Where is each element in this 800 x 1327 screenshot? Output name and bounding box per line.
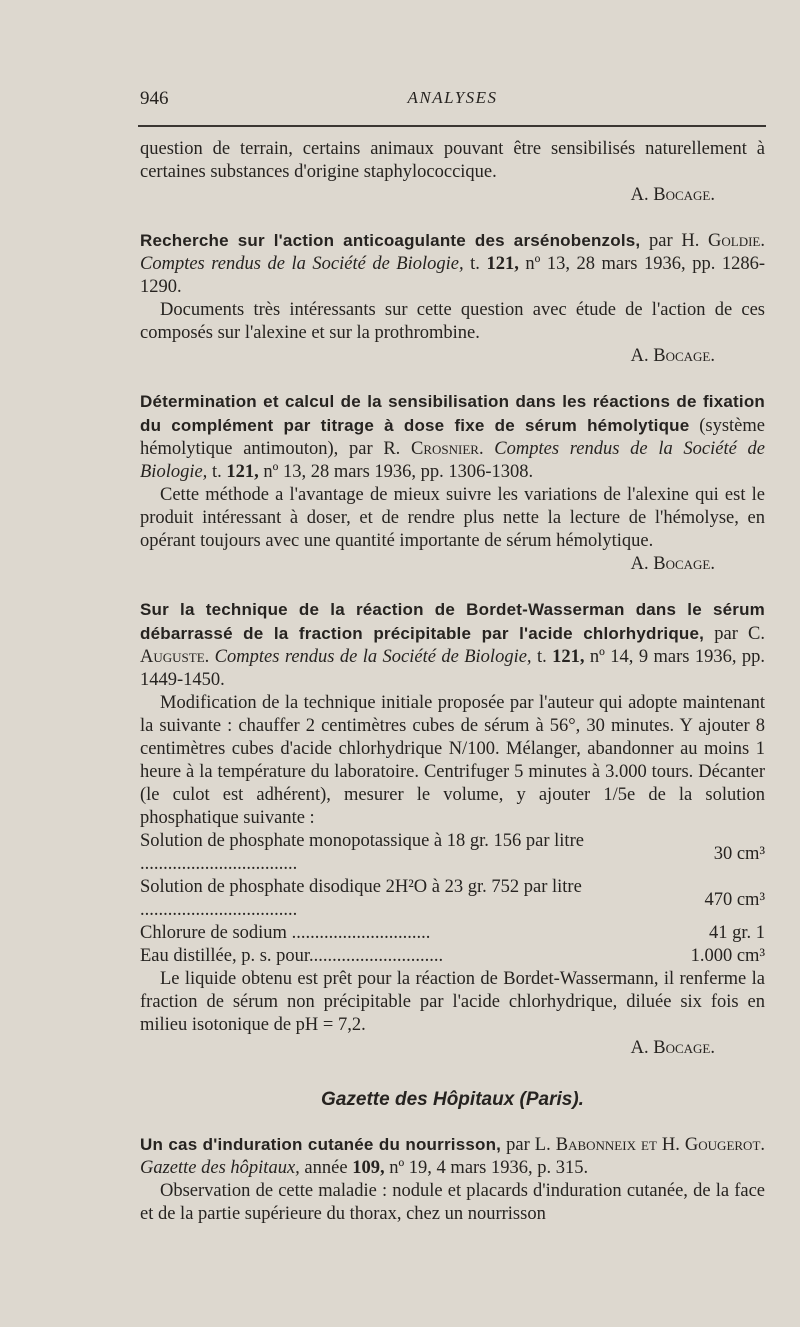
entry-source: Gazette des hôpitaux, [140, 1158, 300, 1178]
entry-details: nº 13, 28 mars 1936, pp. 1286-1290. [140, 254, 766, 297]
entry-body: Modification de la technique initiale proposée par l'auteur qui adopte maintenant la suivante : chauffer 2 centimètres cubes de sérum à 56°, 30 minutes. Y ajouter 8 centimètres cubes d'acide chlorhydrique N/100. Mélanger, abandonner au moins 1 heure à la température du laboratoire. Centrifuger 5 minutes à 3.000 tours. Décanter (le culot est adhérent), mesurer le volume, y ajouter 1/5e de la solution phosphatique suivante : [140, 693, 765, 828]
running-title: ANALYSES [407, 88, 498, 107]
by-word: par [640, 231, 682, 251]
entry-source: Comptes rendus de la Société de Biologie, [140, 254, 464, 274]
volume-prefix: t. [463, 254, 487, 274]
volume-prefix: année [299, 1158, 353, 1178]
continuation-text: question de terrain, certains animaux pouvant être sensibilisés naturellement à certaines substances d'origine staphylococcique. [140, 139, 765, 182]
recipe-qty: 30 cm³ [713, 844, 765, 864]
abstract-entry [140, 598, 765, 1060]
abstract-entry [140, 390, 765, 576]
entry-title: Un cas d'induration cutanée du nourrisson, [140, 1135, 502, 1154]
entry-details: nº 19, 4 mars 1936, p. 315. [384, 1158, 589, 1178]
entry-details: nº 14, 9 mars 1936, pp. 1449-1450. [140, 647, 765, 690]
entry-source: Comptes rendus de la Société de Biologie, [209, 647, 532, 667]
recipe-item: Eau distillée, p. s. pour............................. [140, 946, 444, 966]
entry-title: Détermination et calcul de la sensibilisation dans les réactions de fixation du complément par titrage à dose fixe de sérum hémolytique [140, 392, 765, 435]
entry-author: L. Babonneix et H. Gougerot. [534, 1135, 766, 1155]
entry-body: Documents très intéressants sur cette question avec étude de l'action de ces composés sur l'alexine et sur la prothrombine. [140, 300, 765, 343]
recipe-row [140, 876, 765, 922]
recipe-row [140, 922, 765, 945]
by-word: par [501, 1135, 535, 1155]
recipe-item: Chlorure de sodium .............................. [140, 923, 431, 943]
entry-body: Observation de cette maladie : nodule et placards d'induration cutanée, de la face et de la partie supérieure du thorax, chez un nourrisson [140, 1181, 765, 1224]
recipe-qty: 41 gr. 1 [708, 923, 765, 943]
entry-subtitle: (système hémolytique antimouton), [140, 416, 765, 459]
by-word: par [338, 439, 384, 459]
entry-body-continued: Le liquide obtenu est prêt pour la réaction de Bordet-Wassermann, il renferme la fraction de sérum non précipitable par l'acide chlorhydrique, diluée six fois en milieu isotonique de pH = 7,2. [140, 969, 765, 1035]
recipe-qty: 470 cm³ [704, 890, 765, 910]
recipe-qty: 1.000 cm³ [690, 946, 765, 966]
signature: A. Bocage. [630, 1038, 715, 1058]
recipe-row [140, 830, 765, 876]
entry-volume: 121, [486, 254, 519, 274]
entry-heading [140, 229, 765, 299]
entry-heading [140, 598, 765, 692]
page-number: 946 [140, 88, 169, 109]
entry-volume: 121, [226, 462, 259, 482]
entry-details: nº 13, 28 mars 1936, pp. 1306-1308. [258, 462, 534, 482]
signature: A. Bocage. [630, 185, 715, 205]
by-word: par [704, 624, 749, 644]
signature: A. Bocage. [630, 554, 715, 574]
entry-heading [140, 1133, 765, 1180]
entry-author: H. Goldie. [681, 231, 766, 251]
entry-source: Comptes rendus de la Société de Biologie, [140, 439, 766, 482]
abstract-entry [140, 229, 765, 368]
recipe-item: Solution de phosphate disodique 2H²O à 23 gr. 752 par litre .................................. [140, 877, 582, 920]
volume-prefix: t. [207, 462, 227, 482]
signature: A. Bocage. [630, 346, 715, 366]
entry-heading [140, 390, 765, 484]
entry-volume: 121, [552, 647, 585, 667]
entry-author: C. Auguste. [140, 624, 766, 667]
recipe-row [140, 945, 765, 968]
entry-author: R. Crosnier. [383, 439, 484, 459]
header-rule [138, 125, 766, 127]
abstract-entry [140, 1133, 765, 1226]
page-header [140, 88, 765, 116]
entry-volume: 109, [352, 1158, 385, 1178]
entry-title: Sur la technique de la réaction de Bordet-Wasserman dans le sérum débarrassé de la fraction précipitable par l'acide chlorhydrique, [140, 600, 765, 643]
entry-body: Cette méthode a l'avantage de mieux suivre les variations de l'alexine qui est le produit intéressant à doser, et de rendre plus nette la lecture de l'hémolyse, en opérant toujours avec une quantité importante de sérum hémolytique. [140, 485, 765, 551]
recipe-item: Solution de phosphate monopotassique à 18 gr. 156 par litre .................................. [140, 831, 584, 874]
recipe-list [140, 830, 765, 968]
main-column [140, 138, 765, 1226]
entry-title: Recherche sur l'action anticoagulante des arsénobenzols, [140, 231, 641, 250]
section-heading: Gazette des Hôpitaux (Paris). [321, 1089, 584, 1110]
volume-prefix: t. [531, 647, 553, 667]
